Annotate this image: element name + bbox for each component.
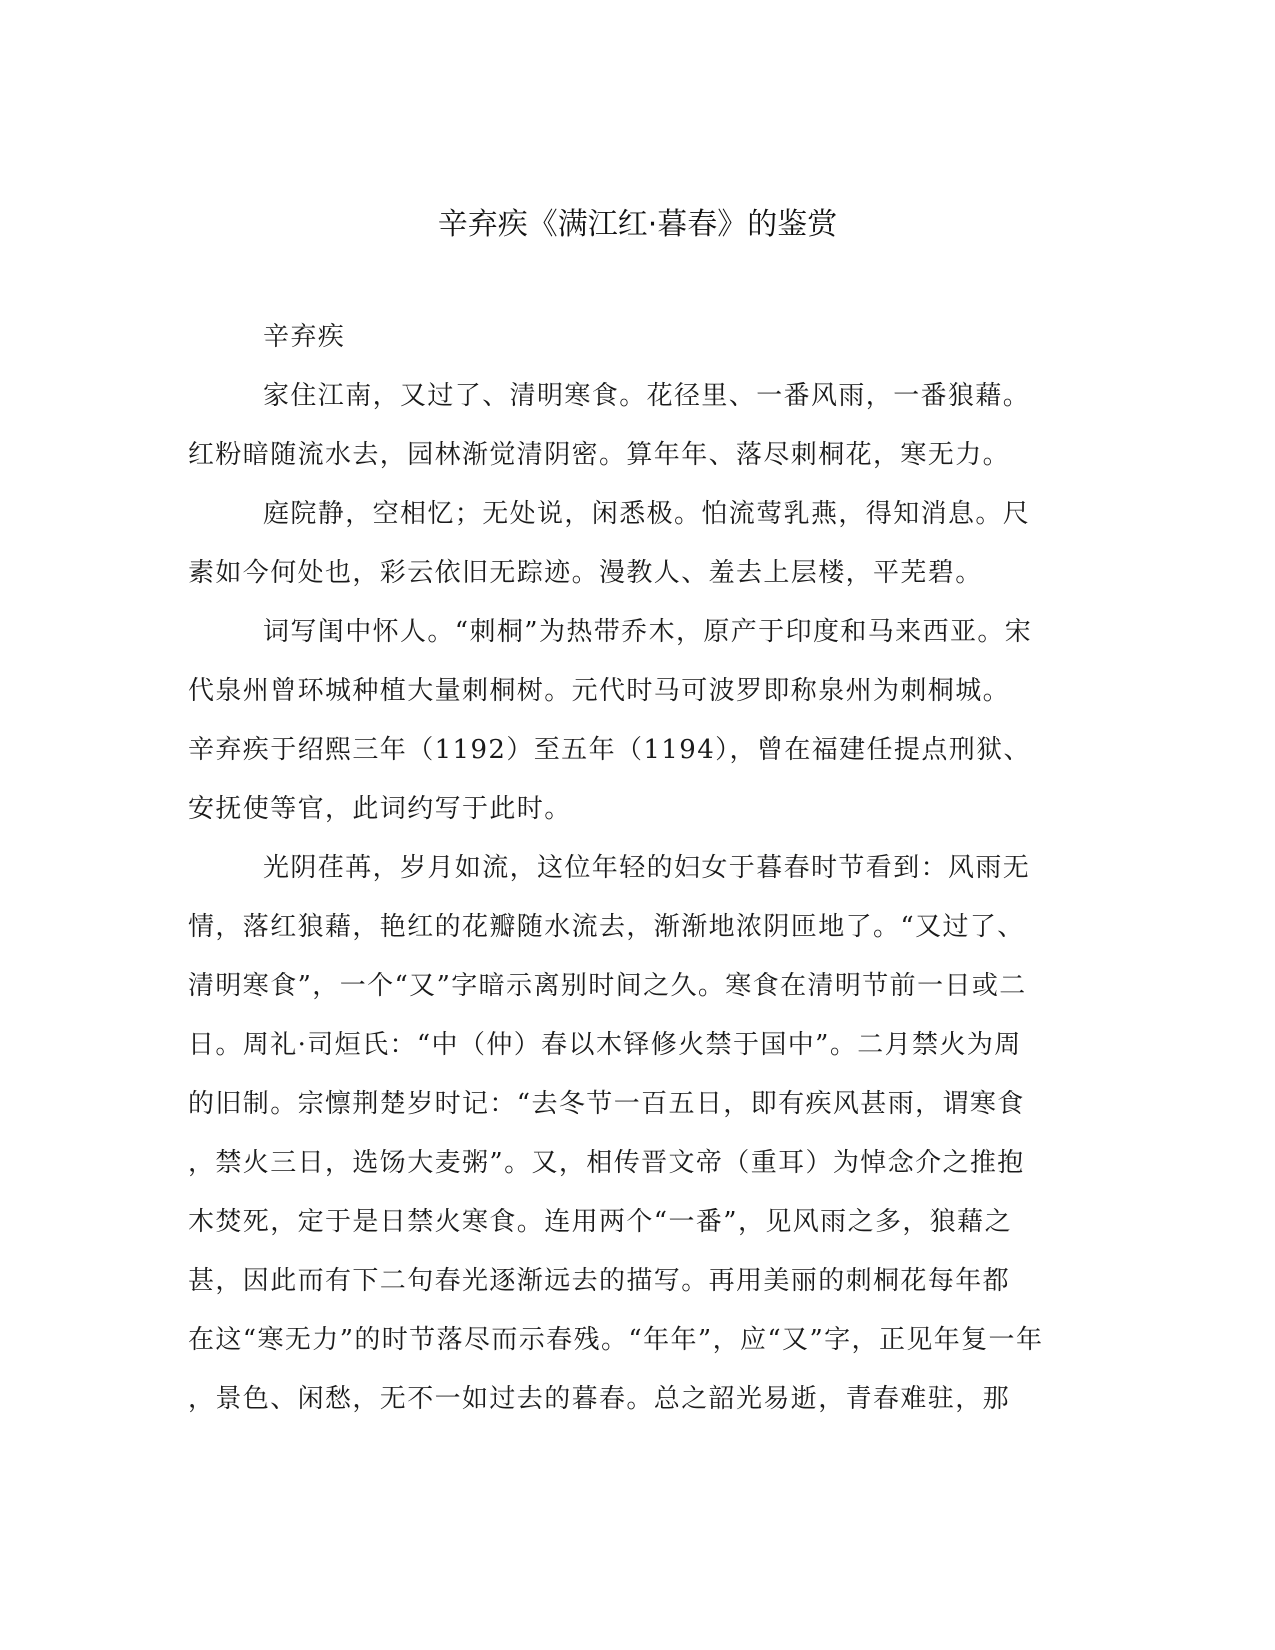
text-line: 词写闺中怀人。“刺桐”为热带乔木，原产于印度和马来西亚。宋 bbox=[263, 617, 1033, 647]
text-line: 安抚使等官，此词约写于此时。 bbox=[188, 794, 572, 824]
text-line: 木焚死，定于是日禁火寒食。连用两个“一番”，见风雨之多，狼藉之 bbox=[188, 1207, 1012, 1237]
text-line: 情，落红狼藉，艳红的花瓣随水流去，渐渐地浓阴匝地了。“又过了、 bbox=[188, 912, 1025, 942]
poem-line: 庭院静，空相忆；无处说，闲悉极。怕流莺乳燕，得知消息。尺 bbox=[263, 499, 1031, 529]
text-line: 甚，因此而有下二句春光逐渐远去的描写。再用美丽的刺桐花每年都 bbox=[188, 1266, 1011, 1296]
text-line: 在这“寒无力”的时节落尽而示春残。“年年”，应“又”字，正见年复一年 bbox=[188, 1325, 1044, 1355]
poem-line: 家住江南，又过了、清明寒食。花径里、一番风雨，一番狼藉。 bbox=[263, 381, 1031, 411]
poem-line: 红粉暗随流水去，园林渐觉清阴密。算年年、落尽刺桐花，寒无力。 bbox=[188, 440, 1011, 470]
text-line: 代泉州曾环城种植大量刺桐树。元代时马可波罗即称泉州为刺桐城。 bbox=[188, 676, 1011, 706]
text-line: 清明寒食”，一个“又”字暗示离别时间之久。寒食在清明节前一日或二 bbox=[188, 971, 1027, 1001]
text-line: 的旧制。宗懔荆楚岁时记：“去冬节一百五日，即有疾风甚雨，谓寒食 bbox=[188, 1089, 1025, 1119]
text-line: 日。周礼·司烜氏：“中（仲）春以木铎修火禁于国中”。二月禁火为周 bbox=[188, 1030, 1022, 1060]
poem-line: 素如今何处也，彩云依旧无踪迹。漫教人、羞去上层楼，平芜碧。 bbox=[188, 558, 983, 588]
text-line: ，景色、闲愁，无不一如过去的暮春。总之韶光易逝，青春难驻，那 bbox=[188, 1384, 1011, 1414]
text-line: 光阴荏苒，岁月如流，这位年轻的妇女于暮春时节看到：风雨无 bbox=[263, 853, 1031, 883]
text-line: ，禁火三日，选饧大麦粥”。又，相传晋文帝（重耳）为悼念介之推抱 bbox=[188, 1148, 1025, 1178]
document-title: 辛弃疾《满江红·暮春》的鉴赏 bbox=[437, 207, 838, 242]
author-line: 辛弃疾 bbox=[263, 322, 346, 352]
text-line: 辛弃疾于绍熙三年（1192）至五年（1194），曾在福建任提点刑狱、 bbox=[188, 735, 1031, 765]
